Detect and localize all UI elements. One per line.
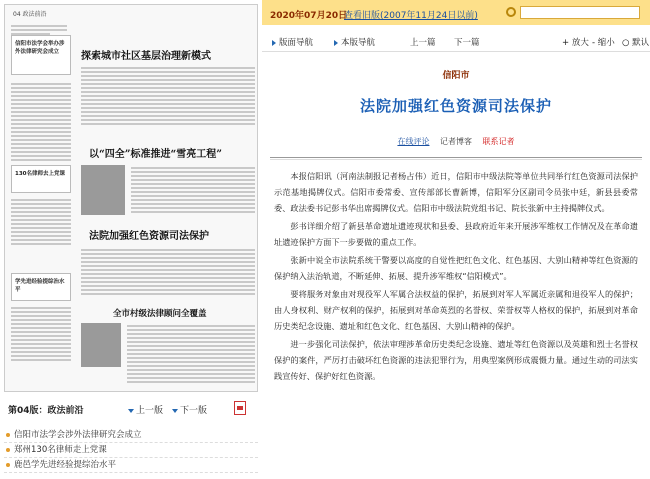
paragraph: 彭书详细介绍了新县革命遗址遗迹现状和县委、县政府近年来开展涉军维权工作情况及在革命遗址遗迹保护方面下一步要做的重点工作。 — [274, 221, 638, 247]
paragraph: 本报信阳讯（河南法制报记者杨占伟）近日，信阳市中级法院等单位共同举行红色资源司法保护示范基地揭牌仪式。信阳市委常委、宣传部部长曹新博，信阳军分区副司令员张中廷，新县县委常委、政法委书记彭书华出席揭牌仪式。信阳市中级法院党组书记、院长张新中主持揭牌仪式。 — [274, 171, 638, 213]
pdf-icon[interactable] — [234, 401, 246, 415]
edition-nav — [4, 400, 258, 416]
online-comment-link[interactable]: 在线评论 — [397, 137, 430, 146]
thumbnail-side-box-3 — [11, 273, 71, 301]
list-item[interactable]: 鹿邑学先进经验提综治水平 — [4, 458, 258, 473]
search-icon[interactable] — [506, 7, 516, 17]
paragraph: 要将服务对象由对现役军人军属合法权益的保护，拓展到对军人军属近亲属和退役军人的保护；由人身权利、财产权利的保护，拓展到对革命英烈的名誉权、荣誉权等人格权的保护，拓展到对革命历史类纪念设施、遗址和红色文化、红色基因、大别山精神的保护。 — [274, 289, 638, 331]
list-item[interactable]: 信阳市法学会涉外法律研究会成立 — [4, 428, 258, 443]
article-headline: 法院加强红色资源司法保护 — [359, 97, 552, 115]
issue-date: 2020年07月20日 — [270, 11, 348, 21]
thumbnail-banner-1: 探索城市社区基层治理新模式 — [81, 51, 211, 62]
top-bar — [262, 0, 650, 25]
byline — [262, 136, 650, 147]
bullet-icon — [6, 433, 10, 437]
zoom-out-button[interactable]: - 缩小 — [592, 38, 615, 48]
list-item[interactable]: 郑州130名律师走上党课 — [4, 443, 258, 458]
zoom-in-button[interactable]: + 放大 — [562, 38, 589, 48]
contact-reporter-link[interactable]: 联系记者 — [482, 137, 515, 146]
newspaper-page-thumbnail[interactable] — [4, 4, 258, 392]
next-edition-link[interactable]: 下一版 — [172, 403, 207, 416]
arrow-icon — [128, 409, 134, 413]
thumbnail-side-3: 学先进经验提综治水平 — [15, 279, 65, 293]
thumbnail-header: 04 政法前沿 — [13, 11, 47, 18]
thumbnail-side-1: 信阳市法学会举办涉外法律研究会成立 — [15, 41, 65, 55]
prev-edition-link[interactable]: 上一版 — [128, 403, 163, 416]
play-icon — [272, 40, 276, 46]
edition-label: 第04版：政法前沿 — [8, 406, 84, 416]
default-size-button[interactable]: ○ 默认 — [622, 38, 650, 48]
home-nav-link[interactable]: 版面导航 — [272, 36, 313, 48]
play-icon — [334, 40, 338, 46]
section-nav-link[interactable]: 本版导航 — [334, 36, 375, 48]
bullet-icon — [6, 463, 10, 467]
paragraph: 张新中说全市法院系统干警要以高度的自觉性把红色文化、红色基因、大别山精神等红色资源的保护纳入法治轨道，不断延伸、拓展、提升涉军维权“信阳模式”。 — [274, 255, 638, 281]
thumbnail-banner-4: 全市村级法律顾问全覆盖 — [113, 309, 207, 319]
bullet-icon — [6, 448, 10, 452]
thumbnail-photo-2 — [81, 323, 121, 367]
old-edition-link[interactable]: 查看旧版(2007年11月24日以前) — [344, 11, 478, 21]
search-input[interactable] — [520, 6, 640, 19]
paragraph: 进一步强化司法保护，依法审理涉革命历史类纪念设施、遗址等红色资源以及英雄和烈士名誉权保护的案件，严厉打击破坏红色资源的违法犯罪行为，用典型案例形成震慑力量。通过生动的司法实践宣传好、保护好红色资源。 — [274, 339, 638, 381]
thumbnail-side-box-1 — [11, 35, 71, 75]
article-kicker: 信阳市 — [442, 71, 470, 81]
thumbnail-side-2: 130名律师去上党课 — [15, 171, 65, 177]
left-panel — [0, 0, 262, 479]
article — [262, 60, 650, 386]
thumbnail-banner-2: 以“四全”标准推进“雪亮工程” — [89, 149, 223, 160]
thumbnail-photo-1 — [81, 165, 125, 215]
article-list — [4, 428, 258, 473]
right-panel — [262, 0, 650, 479]
article-body — [262, 160, 650, 384]
search-area — [506, 6, 646, 20]
reporter-blog-link[interactable]: 记者博客 — [440, 137, 472, 146]
article-toolbar — [262, 32, 650, 52]
arrow-icon — [172, 409, 178, 413]
next-article-link[interactable]: 下一篇 — [454, 38, 480, 48]
thumbnail-banner-3: 法院加强红色资源司法保护 — [89, 231, 209, 242]
thumbnail-side-box-2 — [11, 165, 71, 193]
prev-article-link[interactable]: 上一篇 — [410, 38, 436, 48]
